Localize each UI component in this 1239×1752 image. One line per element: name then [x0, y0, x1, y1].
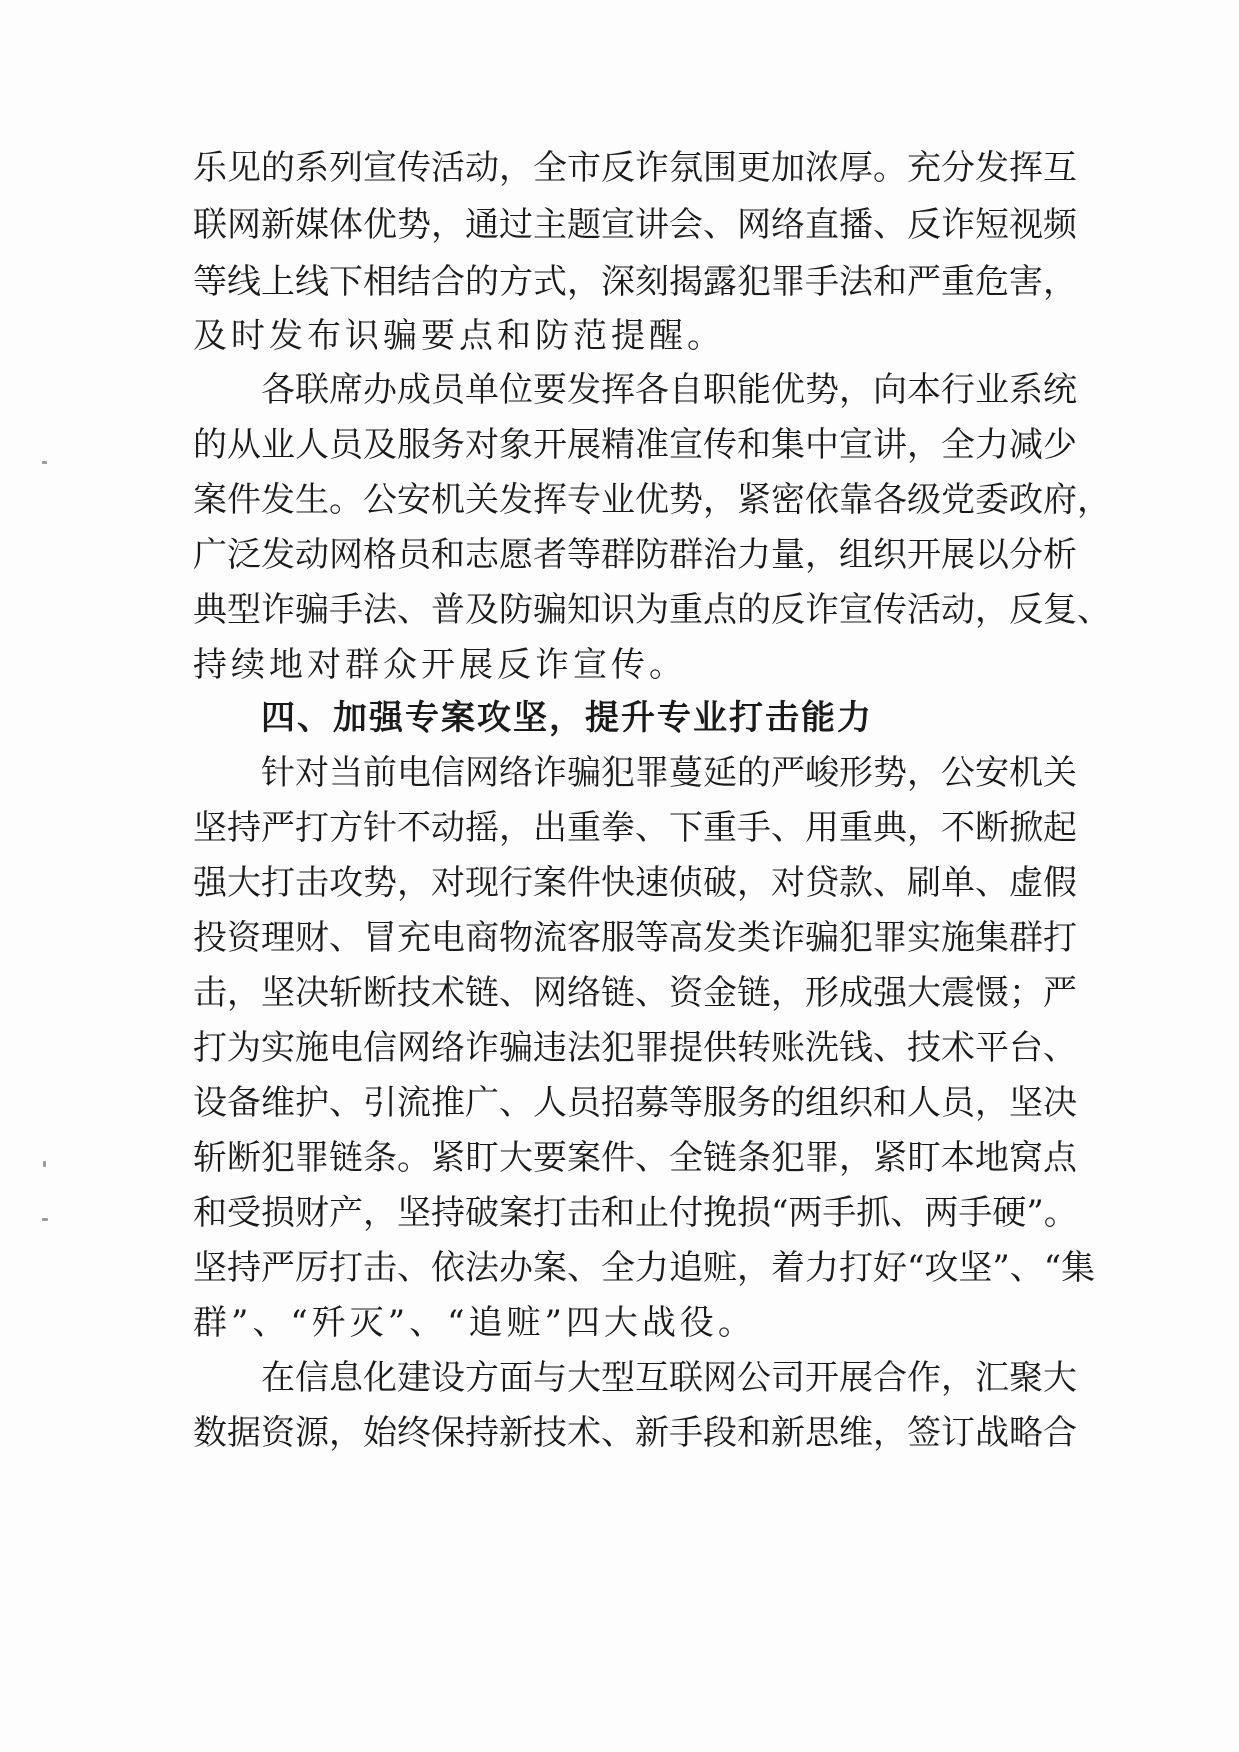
body-text-line: 强大打击攻势，对现行案件快速侦破，对贷款、刷单、虚假	[193, 863, 1077, 903]
body-text-line: 及时发布识骗要点和防范提醒。	[193, 316, 725, 356]
body-text-line: 打为实施电信网络诈骗违法犯罪提供转账洗钱、技术平台、	[193, 1028, 1077, 1068]
scan-speck	[42, 1218, 48, 1221]
body-text-line: 的从业人员及服务对象开展精准宣传和集中宣讲，全力减少	[193, 425, 1077, 465]
body-text-line: 持续地对群众开展反诈宣传。	[193, 645, 687, 685]
body-text-line: 联网新媒体优势，通过主题宣讲会、网络直播、反诈短视频	[193, 205, 1077, 245]
section-heading: 四、加强专案攻坚，提升专业打击能力	[261, 698, 873, 738]
body-text-line: 和受损财产，坚持破案打击和止付挽损“两手抓、两手硬”。	[193, 1193, 1078, 1233]
body-text-line: 坚持严打方针不动摇，出重拳、下重手、用重典，不断掀起	[193, 808, 1077, 848]
body-text-line: 案件发生。公安机关发挥专业优势，紧密依靠各级党委政府，	[193, 480, 1111, 520]
body-text-line: 投资理财、冒充电商物流客服等高发类诈骗犯罪实施集群打	[193, 918, 1077, 958]
body-text-line: 乐见的系列宣传活动，全市反诈氛围更加浓厚。充分发挥互	[193, 148, 1077, 188]
body-text-line: 各联席办成员单位要发挥各自职能优势，向本行业系统	[261, 370, 1077, 410]
scan-speck	[43, 1161, 46, 1167]
body-text-line: 针对当前电信网络诈骗犯罪蔓延的严峻形势，公安机关	[261, 753, 1077, 793]
body-text-line: 数据资源，始终保持新技术、新手段和新思维，签订战略合	[193, 1413, 1077, 1453]
body-text-line: 击，坚决斩断技术链、网络链、资金链，形成强大震慑；严	[193, 973, 1077, 1013]
body-text-line: 在信息化建设方面与大型互联网公司开展合作，汇聚大	[261, 1358, 1077, 1398]
body-text-line: 群”、“歼灭”、“追赃”四大战役。	[193, 1303, 756, 1343]
scan-speck	[42, 461, 47, 464]
body-text-line: 典型诈骗手法、普及防骗知识为重点的反诈宣传活动，反复、	[193, 590, 1111, 630]
body-text-line: 设备维护、引流推广、人员招募等服务的组织和人员，坚决	[193, 1083, 1077, 1123]
body-text-line: 坚持严厉打击、依法办案、全力追赃，着力打好“攻坚”、“集	[193, 1248, 1096, 1288]
body-text-line: 斩断犯罪链条。紧盯大要案件、全链条犯罪，紧盯本地窝点	[193, 1138, 1077, 1178]
body-text-line: 等线上线下相结合的方式，深刻揭露犯罪手法和严重危害，	[193, 262, 1077, 302]
body-text-line: 广泛发动网格员和志愿者等群防群治力量，组织开展以分析	[193, 535, 1077, 575]
